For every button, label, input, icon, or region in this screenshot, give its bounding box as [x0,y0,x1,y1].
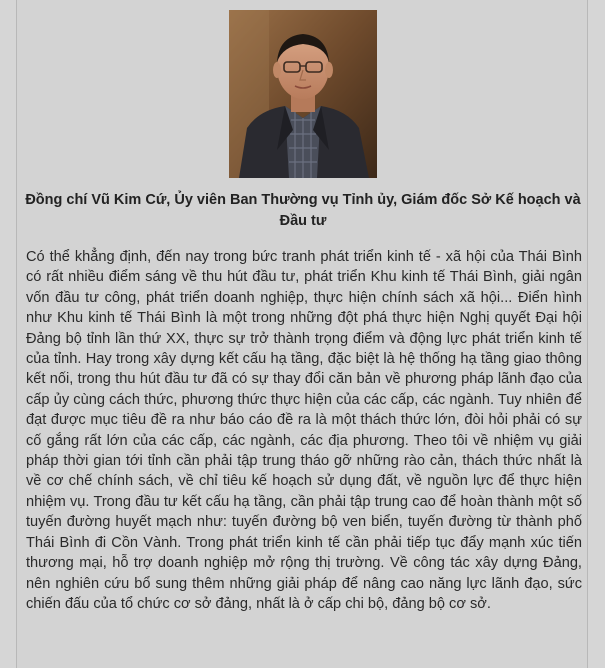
portrait-photo [229,10,377,178]
article-paragraph: Có thể khẳng định, đến nay trong bức tranh phát triển kinh tế - xã hội của Thái Bình có rất nhiều điểm sáng về thu hút đầu tư, phát triển Khu kinh tế Thái Bình, giải ngân vốn đầu tư công, phát triển doanh nghiệp, thực hiện chính sách xã hội... Điển hình như Khu kinh tế Thái Bình là một trong những đột phá thực hiện Nghị quyết Đại hội Đảng bộ tỉnh lần thứ XX, thực sự trở thành trọng điểm và động lực phát triển kinh tế của tỉnh. Hay trong xây dựng kết cấu hạ tầng, đặc biệt là hệ thống hạ tầng giao thông kết nối, trong thu hút đầu tư đã có sự thay đổi căn bản về phương pháp lãnh đạo của cấp ủy cùng cách thức, phương thức thực hiện của các cấp, các ngành. Tuy nhiên để đạt được mục tiêu đề ra như báo cáo đề ra là một thách thức lớn, đòi hỏi phải có sự cố gắng rất lớn của các cấp, các ngành, các địa phương. Theo tôi về nhiệm vụ giải pháp thời gian tới tỉnh cần phải tập trung tháo gỡ những rào cản, thách thức nhất là về cơ chế chính sách, về chỉ tiêu kế hoạch sử dụng đất, về nguồn lực để thực hiện nhiệm vụ. Trong đầu tư kết cấu hạ tầng, cần phải tập trung cao để hoàn thành một số tuyến đường huyết mạch như: tuyến đường bộ ven biển, tuyến đường từ thành phố Thái Bình đi Cồn Vành. Trong phát triển kinh tế cần phải tiếp tục đẩy mạnh xúc tiến thương mại, hỗ trợ doanh nghiệp mở rộng thị trường. Về công tác xây dựng Đảng, nên nghiên cứu bổ sung thêm những giải pháp để nâng cao năng lực lãnh đạo, sức chiến đấu của tổ chức cơ sở đảng, nhất là ở cấp chi bộ, đảng bộ cơ sở. [26,249,582,612]
photo-caption: Đồng chí Vũ Kim Cứ, Ủy viên Ban Thường vụ Tỉnh ủy, Giám đốc Sở Kế hoạch và Đầu tư [25,192,581,229]
portrait-photo-icon [229,10,377,178]
article-frame [16,0,588,668]
